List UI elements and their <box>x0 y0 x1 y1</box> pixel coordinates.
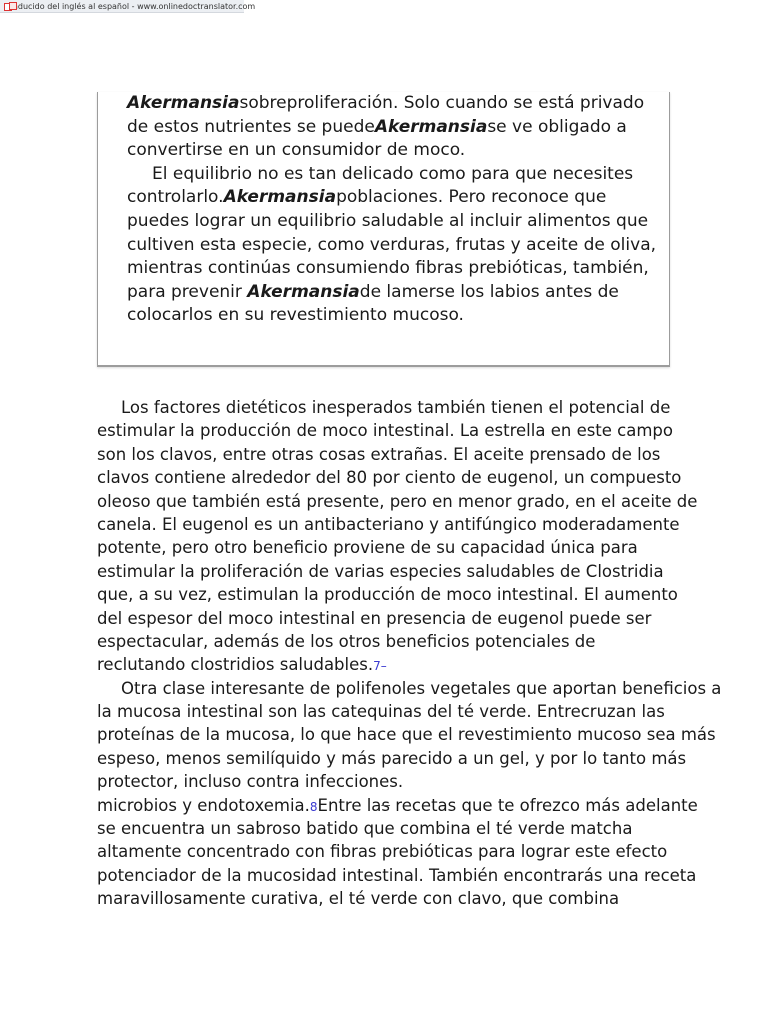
box-line: mientras continúas consumiendo fibras prebióticas, también, <box>127 258 649 279</box>
body-line: la mucosa intestinal son las catequinas del té verde. Entrecruzan las <box>97 702 665 722</box>
box-line: El equilibrio no es tan delicado como para que necesites <box>152 163 634 184</box>
body-line: que, a su vez, estimulan la producción de moco intestinal. El aumento <box>97 585 678 605</box>
sidebar-box-text <box>127 92 657 328</box>
body-line: del espesor del moco intestinal en presencia de eugenol puede ser <box>97 608 652 628</box>
body-line: estimular la proliferación de varias especies saludables de Clostridia <box>97 561 664 581</box>
footnote-ref-7[interactable]: 7 <box>373 659 381 674</box>
box-line: para prevenir Akermansiade lamerse los labios antes de <box>127 281 619 302</box>
body-line: maravillosamente curativa, el té verde con clavo, que combina <box>97 889 620 909</box>
body-line: espeso, menos semilíquido y más parecido a un gel, y por lo tanto más <box>97 748 687 768</box>
body-line: se encuentra un sabroso batido que combina el té verde matcha <box>97 819 633 839</box>
body-line: canela. El eugenol es un antibacteriano y antifúngico moderadamente <box>97 514 680 534</box>
body-line: clavos contiene alrededor del 80 por ciento de eugenol, un compuesto <box>97 468 682 488</box>
body-text <box>97 396 722 911</box>
body-line: Otra clase interesante de polifenoles vegetales que aportan beneficios a <box>121 678 722 698</box>
box-line: convertirse en un consumidor de moco. <box>127 140 466 161</box>
body-line: reclutando clostridios saludables.7– <box>97 655 387 675</box>
body-line: Los factores dietéticos inesperados también tienen el potencial de <box>121 398 671 417</box>
box-line: Akermansiasobreproliferación. Solo cuando se está privado <box>127 93 645 113</box>
body-line: potente, pero otro beneficio proviene de su capacidad única para <box>97 538 638 558</box>
body-line: potenciador de la mucosidad intestinal. También encontrarás una receta <box>97 865 697 885</box>
body-line: protector, incluso contra infecciones. <box>97 772 404 792</box>
body-line: estimular la producción de moco intestinal. La estrella en este campo <box>97 421 674 441</box>
box-line: puedes lograr un equilibrio saludable al incluir alimentos que <box>127 210 649 231</box>
sidebar-box <box>97 92 670 367</box>
footnote-ref-8[interactable]: 8 <box>309 799 318 814</box>
body-line: microbios y endotoxemia.8Entre las recetas que te ofrezco más adelante <box>97 795 698 815</box>
body-line: espectacular, además de los otros beneficios potenciales de <box>97 631 596 651</box>
banner-text[interactable]: Traducido del inglés al español - www.onlinedoctranslator.com <box>6 1 256 11</box>
box-line: controlarlo.Akermansiapoblaciones. Pero reconoce que <box>127 187 607 208</box>
translation-banner[interactable] <box>0 0 256 13</box>
footnote-ref-7-dash[interactable]: – <box>380 659 387 674</box>
body-line: son los clavos, entre otras cosas extrañas. El aceite prensado de los <box>97 444 661 464</box>
body-line: proteínas de la mucosa, lo que hace que el revestimiento mucoso sea más <box>97 725 716 745</box>
body-line: altamente concentrado con fibras prebióticas para lograr este efecto <box>97 842 668 862</box>
body-line: oleoso que también está presente, pero en menor grado, en el aceite de <box>97 491 698 511</box>
box-line: de estos nutrientes se puedeAkermansiase ve obligado a <box>127 116 627 137</box>
box-line: cultiven esta especie, como verduras, frutas y aceite de oliva, <box>127 234 657 255</box>
box-line: colocarlos en su revestimiento mucoso. <box>127 305 464 326</box>
